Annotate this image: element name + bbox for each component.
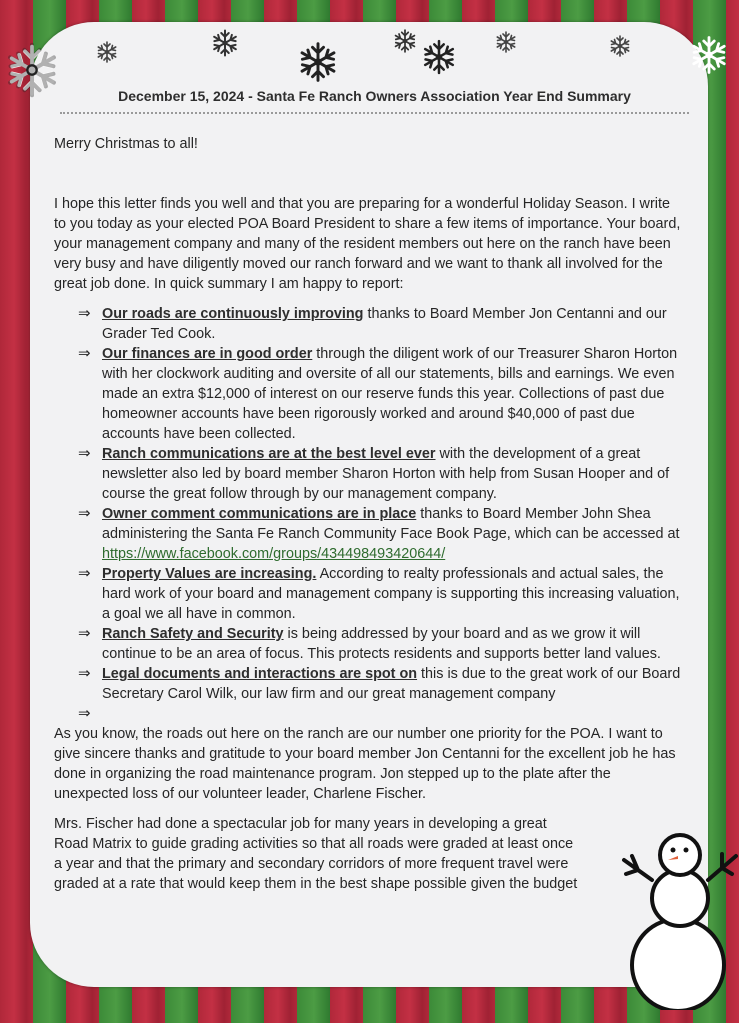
- fischer-line: graded at a rate that would keep them in the best shape possible given the budget: [54, 876, 578, 892]
- list-item: [54, 664, 684, 704]
- snowman-icon: [618, 830, 739, 1010]
- snowflake-icon: [608, 34, 632, 58]
- arrow-icon: ⇒: [78, 665, 91, 682]
- fischer-paragraph: [54, 814, 684, 894]
- item-text: According to realty professionals and actual sales, the hard work of your board and management company is supporting this increasing valuation, a goal we all have in common.: [102, 566, 680, 622]
- arrow-icon: ⇒: [78, 305, 91, 322]
- page-title: December 15, 2024 - Santa Fe Ranch Owners Association Year End Summary: [60, 86, 689, 114]
- item-text: with the development of a great newsletter also led by board member Sharon Horton with help from Susan Hooper and of course the great follow through by our management company.: [102, 446, 670, 502]
- fischer-line: Mrs. Fischer had done a spectacular job for many years in developing a great: [54, 816, 547, 832]
- arrow-icon: ⇒: [78, 345, 91, 362]
- item-highlight: Ranch communications are at the best level ever: [102, 446, 436, 462]
- list-item: [54, 444, 684, 504]
- roads-paragraph: As you know, the roads out here on the ranch are our number one priority for the POA. I want to give sincere thanks and gratitude to your board member Jon Centanni for the excellent job he has done in organizing the road maintenance program. Jon stepped up to the plate after the unexpected loss of our volunteer leader, Charlene Fischer.: [54, 726, 676, 802]
- snowflake-icon: [494, 30, 518, 54]
- snowflake-icon: [210, 28, 240, 58]
- fischer-line: a year and that the primary and secondary corridors of more frequent travel were: [54, 856, 569, 872]
- item-text: this is due to the great work of our Board Secretary Carol Wilk, our law firm and our great management company: [102, 666, 681, 702]
- greeting: Merry Christmas to all!: [54, 136, 198, 152]
- list-item: [54, 304, 684, 344]
- item-text: through the diligent work of our Treasurer Sharon Horton with her clockwork auditing and oversite of all our statements, bills and earnings. We even made an extra $12,000 of interest on our reserve funds this year. Collections of past due homeowner accounts have been rigorously worked and around $40,000 of past due accounts have been collected.: [102, 346, 678, 442]
- item-highlight: Our roads are continuously improving: [102, 306, 364, 322]
- arrow-icon: ⇒: [78, 625, 91, 642]
- snowflake-icon: [420, 38, 458, 76]
- arrow-icon: ⇒: [78, 505, 91, 522]
- letter-body: [54, 134, 684, 894]
- list-item: [54, 564, 684, 624]
- item-text: thanks to Board Member Jon Centanni and our Grader Ted Cook.: [102, 306, 667, 342]
- list-item: [54, 504, 684, 564]
- list-item: [54, 344, 684, 444]
- snowflake-icon: [4, 42, 60, 98]
- snowflake-icon: [296, 40, 340, 84]
- snowflake-icon: [688, 34, 730, 76]
- item-highlight: Ranch Safety and Security: [102, 626, 284, 642]
- item-highlight: Owner comment communications are in place: [102, 506, 417, 522]
- snowflake-icon: [392, 28, 418, 54]
- list-item-empty: [54, 704, 684, 724]
- item-text: thanks to Board Member John Shea administering the Santa Fe Ranch Community Face Book Page, which can be accessed at: [102, 506, 680, 542]
- fischer-line: Road Matrix to guide grading activities so that all roads were graded at least once: [54, 836, 574, 852]
- summary-list: [54, 304, 684, 724]
- item-highlight: Property Values are increasing.: [102, 566, 317, 582]
- arrow-icon: ⇒: [78, 705, 91, 722]
- item-text: is being addressed by your board and as we grow it will continue to be an area of focus. This protects residents and supports better land values.: [102, 626, 661, 662]
- snowflake-icon: [95, 40, 119, 64]
- arrow-icon: ⇒: [78, 565, 91, 582]
- intro-paragraph: I hope this letter finds you well and that you are preparing for a wonderful Holiday Season. I write to you today as your elected POA Board President to share a few items of importance. Your board, your management company and many of the resident members out here on the ranch have been very busy and have diligently moved our ranch forward and we want to thank all involved for the great job done. In quick summary I am happy to report:: [54, 196, 681, 292]
- item-highlight: Our finances are in good order: [102, 346, 313, 362]
- facebook-group-link[interactable]: https://www.facebook.com/groups/434498493420644/: [102, 546, 446, 562]
- item-highlight: Legal documents and interactions are spot on: [102, 666, 418, 682]
- arrow-icon: ⇒: [78, 445, 91, 462]
- list-item: [54, 624, 684, 664]
